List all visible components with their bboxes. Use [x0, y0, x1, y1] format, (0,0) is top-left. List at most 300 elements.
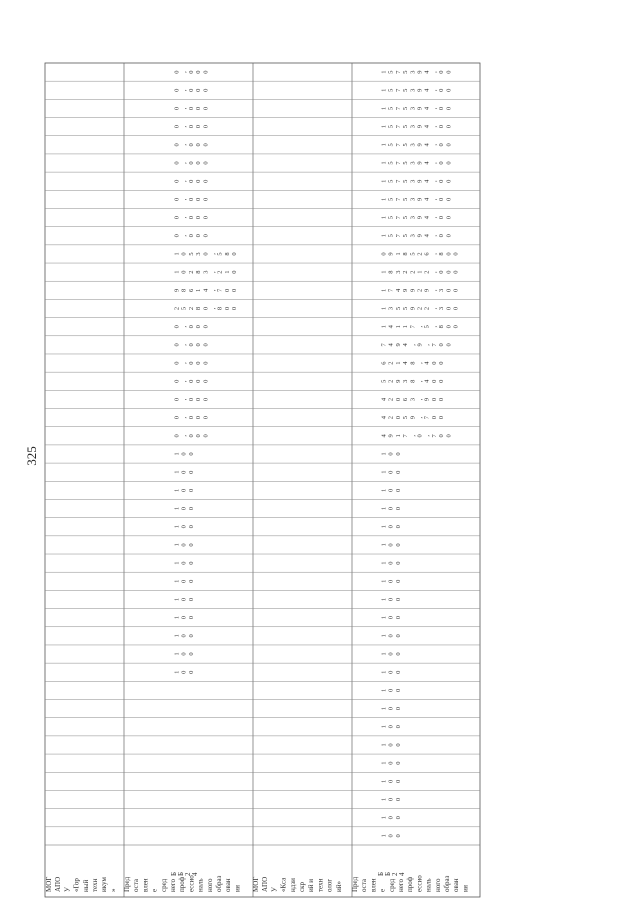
org1-value: 0 [202, 106, 210, 111]
org2-value: , [423, 435, 431, 437]
org2-value: 0 [445, 270, 453, 274]
org2-value: 0 [430, 416, 438, 420]
org1-value: 0 [187, 616, 195, 620]
org2-name: МОГ [252, 876, 260, 892]
org2-title: него [397, 878, 405, 892]
org2-value: 5 [402, 215, 410, 220]
org1-value: 0 [180, 470, 188, 474]
org2-value: 0 [438, 106, 446, 111]
org2-value: 0 [394, 797, 402, 802]
org1-value: 0 [195, 215, 203, 220]
org1-value: 1 [173, 470, 181, 474]
org2-value: 9 [423, 288, 431, 292]
org2-value: 0 [430, 361, 438, 365]
org2-value: 0 [438, 416, 446, 420]
org1-value: 0 [187, 652, 195, 656]
org2-value: 1 [380, 506, 388, 511]
org2-title: оста [360, 878, 369, 892]
org1-value: 1 [173, 452, 181, 456]
org1-title: проф [178, 876, 187, 892]
org2-value: 1 [380, 325, 388, 329]
org2-value: 1 [380, 215, 388, 220]
org2-value: 7 [430, 343, 438, 347]
org2-value: 5 [409, 252, 417, 256]
org1-value: 0 [187, 379, 195, 383]
org2-value: , [409, 435, 417, 437]
org2-value: 7 [423, 416, 431, 420]
org2-value: 0 [387, 779, 395, 783]
org2-value: 1 [394, 434, 402, 438]
org1-name: У [63, 887, 72, 892]
org2-value: 0 [438, 234, 446, 238]
org1-value: , [209, 289, 217, 292]
org1-value: 0 [180, 543, 188, 547]
org2-value: 1 [380, 816, 388, 820]
org1-value: , [180, 344, 188, 346]
org2-value: 1 [380, 125, 388, 129]
org2-value: 0 [430, 379, 438, 383]
org1-title: наль [196, 878, 205, 892]
org1-value: 0 [202, 343, 210, 347]
org2-value: 1 [380, 543, 388, 547]
org1-value: 0 [231, 306, 239, 311]
org1-value: 0 [195, 179, 203, 183]
org2-value: 7 [380, 343, 388, 347]
org2-value: 3 [438, 288, 446, 292]
org2-value: 0 [445, 70, 453, 74]
org2-value: 1 [380, 579, 388, 583]
org2-value: 4 [423, 88, 431, 92]
org1-value: 0 [187, 325, 195, 329]
org2-value: 7 [409, 325, 417, 329]
org2-value: 0 [438, 125, 446, 129]
org1-value: , [180, 71, 188, 73]
org2-value: 0 [445, 343, 453, 347]
org1-value: 0 [223, 306, 231, 311]
table-border [45, 63, 480, 897]
org2-value: 1 [380, 452, 388, 456]
org1-value: 0 [187, 161, 195, 165]
org2-value: 3 [409, 161, 417, 165]
org1-value: , [180, 162, 188, 164]
org1-value: 0 [173, 416, 181, 420]
org1-value: , [180, 234, 188, 237]
org1-value: 8 [195, 306, 203, 311]
org2-value: 0 [394, 816, 402, 820]
org1-value: 0 [180, 506, 188, 511]
org2-value: 9 [387, 252, 395, 256]
org2-value: 0 [387, 543, 395, 547]
org2-value: 4 [423, 361, 431, 365]
org2-value: 4 [394, 288, 402, 292]
org1-value: , [209, 253, 217, 255]
org1-value: 0 [202, 125, 210, 129]
org2-value: 8 [402, 252, 410, 256]
org2-value: 9 [394, 343, 402, 347]
org2-value: 3 [387, 306, 395, 311]
org2-value: 0 [394, 488, 402, 492]
org2-value: 4 [423, 234, 431, 238]
org2-value: 0 [452, 306, 460, 311]
org1-title: Пред [123, 876, 131, 892]
org2-value: 7 [394, 88, 402, 92]
org2-value: 5 [387, 161, 395, 165]
org1-value: , [180, 435, 188, 437]
org2-value: 0 [438, 397, 446, 402]
org2-value: 4 [423, 106, 431, 111]
org1-value: 0 [180, 634, 188, 638]
org1-value: 0 [187, 215, 195, 220]
org2-value: 0 [387, 561, 395, 565]
org1-value: 0 [187, 234, 195, 238]
org1-code: 4 [191, 872, 199, 876]
org2-value: 5 [402, 106, 410, 111]
org2-value: 5 [387, 197, 395, 202]
org1-value: 0 [195, 197, 203, 202]
org1-value: 0 [180, 652, 188, 656]
org1-value: 0 [187, 452, 195, 456]
org2-value: 0 [445, 106, 453, 111]
org2-value: 0 [452, 252, 460, 256]
org1-value: 0 [187, 106, 195, 111]
org2-value: 5 [402, 179, 410, 183]
org2-value: 4 [380, 416, 388, 420]
org1-value: 0 [187, 488, 195, 492]
org1-title: ия [233, 885, 242, 892]
org2-value: 2 [423, 306, 431, 311]
org1-value: 0 [187, 525, 195, 529]
org2-value: 2 [387, 361, 395, 365]
org1-value: 2 [216, 270, 224, 274]
org2-value: 0 [445, 88, 453, 92]
org2-code: Б [384, 871, 392, 876]
org2-value: 0 [416, 434, 424, 438]
org2-title: ного [433, 878, 442, 892]
org2-value: 1 [380, 561, 388, 565]
org2-value: , [430, 162, 438, 164]
org2-value: 0 [380, 252, 388, 256]
org1-value: 0 [187, 597, 195, 602]
org2-value: 4 [423, 197, 431, 202]
org2-value: 3 [409, 215, 417, 220]
org2-value: , [430, 144, 438, 146]
org2-value: 8 [387, 270, 395, 274]
org2-value: 8 [438, 252, 446, 256]
org1-value: 0 [180, 597, 188, 602]
org2-value: 7 [394, 215, 402, 220]
org1-title: е [150, 888, 159, 892]
org2-value: 0 [438, 161, 446, 165]
org2-value: 1 [402, 325, 410, 329]
org1-title: оста [132, 878, 141, 892]
org2-value: 3 [409, 234, 417, 238]
org1-value: 0 [187, 361, 195, 365]
org2-value: 7 [394, 234, 402, 238]
org1-value: , [209, 307, 217, 310]
org2-value: 5 [387, 234, 395, 238]
org2-value: 5 [402, 197, 410, 202]
org2-value: 0 [394, 706, 402, 711]
org1-value: 0 [195, 106, 203, 111]
org2-value: 3 [409, 70, 417, 74]
org2-value: , [430, 271, 438, 273]
org1-value: 1 [173, 579, 181, 583]
org2-value: 1 [380, 616, 388, 620]
org2-value: 1 [380, 288, 388, 292]
org2-value: , [416, 325, 424, 328]
org1-value: , [209, 271, 217, 273]
org2-value: 9 [416, 343, 424, 347]
org2-value: 0 [438, 197, 446, 202]
org1-value: 0 [187, 434, 195, 438]
org1-value: 0 [180, 252, 188, 256]
org2-value: 5 [380, 379, 388, 383]
org1-value: 0 [173, 70, 181, 74]
org2-value: 0 [387, 616, 395, 620]
org2-value: 0 [445, 125, 453, 129]
org2-value: 9 [416, 234, 424, 238]
org2-value: 0 [438, 270, 446, 274]
org2-value: 0 [387, 634, 395, 638]
org1-value: 0 [173, 106, 181, 111]
org2-value: 0 [387, 488, 395, 492]
org2-value: 0 [394, 725, 402, 729]
org2-value: 0 [452, 288, 460, 292]
org2-value: , [430, 216, 438, 219]
org1-value: 0 [187, 634, 195, 638]
org2-value: 1 [394, 361, 402, 365]
org2-title: влен [369, 878, 378, 892]
org1-value: 1 [173, 597, 181, 602]
org2-title: наль [424, 878, 433, 892]
org2-value: 8 [438, 325, 446, 329]
org2-value: , [416, 362, 424, 364]
org2-value: 7 [394, 125, 402, 129]
org1-title: сред [159, 878, 168, 892]
org2-value: 6 [402, 397, 410, 402]
org1-value: 2 [173, 306, 181, 311]
org1-value: 0 [231, 252, 239, 256]
org2-value: 5 [387, 143, 395, 147]
org2-value: 1 [380, 743, 388, 747]
org2-value: 4 [402, 343, 410, 347]
org2-value: 4 [387, 343, 395, 347]
org2-value: 7 [394, 179, 402, 183]
org2-value: 0 [387, 597, 395, 602]
org1-value: 0 [202, 306, 210, 311]
org2-value: 1 [380, 488, 388, 492]
org2-value: 5 [394, 306, 402, 311]
org2-title: образ [443, 875, 451, 892]
org1-value: 5 [180, 306, 188, 311]
org2-value: 0 [438, 143, 446, 147]
org2-value: 4 [423, 379, 431, 383]
org2-value: 9 [416, 106, 424, 111]
org2-value: 2 [416, 306, 424, 311]
org1-value: 0 [195, 379, 203, 383]
org1-value: 0 [180, 616, 188, 620]
org1-value: 1 [173, 561, 181, 565]
org1-value: 0 [202, 88, 210, 92]
org2-value: 0 [445, 252, 453, 256]
org1-value: 0 [180, 270, 188, 274]
org1-value: 8 [180, 288, 188, 292]
org1-value: , [180, 198, 188, 201]
org2-value: 0 [387, 761, 395, 765]
org2-value: 1 [380, 470, 388, 474]
org2-value: 5 [402, 70, 410, 74]
org1-value: 1 [173, 252, 181, 256]
org2-value: , [430, 234, 438, 237]
org2-value: 0 [394, 543, 402, 547]
org2-value: 0 [445, 161, 453, 165]
org2-value: 9 [416, 143, 424, 147]
org2-value: 4 [402, 361, 410, 365]
org1-value: 0 [202, 252, 210, 256]
org2-value: 1 [380, 779, 388, 783]
org2-value: 0 [445, 306, 453, 311]
org2-value: 5 [402, 416, 410, 420]
org1-code: 2 [184, 872, 192, 876]
org2-name: ндзи [288, 878, 297, 892]
org2-value: 1 [380, 525, 388, 529]
org1-value: 0 [202, 234, 210, 238]
org1-value: 0 [187, 579, 195, 583]
org1-value: 0 [187, 470, 195, 474]
org1-title: ессио [187, 875, 196, 892]
org2-value: 3 [394, 270, 402, 274]
org2-value: 9 [423, 397, 431, 402]
org1-value: 0 [173, 88, 181, 92]
org2-value: 5 [387, 88, 395, 92]
org2-value: 2 [387, 397, 395, 402]
org2-name: олог [325, 878, 334, 892]
org2-value: 0 [438, 179, 446, 183]
org2-value: 3 [409, 179, 417, 183]
org2-value: 0 [394, 416, 402, 420]
org2-code: 4 [398, 872, 406, 876]
org1-value: 0 [187, 143, 195, 147]
org2-value: 4 [423, 215, 431, 220]
org2-value: 8 [409, 361, 417, 365]
org1-value: 0 [173, 161, 181, 165]
org1-value: , [180, 398, 188, 401]
org2-value: , [423, 344, 431, 346]
org2-value: 0 [438, 70, 446, 74]
org2-value: 1 [380, 597, 388, 602]
org1-value: 0 [195, 125, 203, 129]
org1-value: 1 [173, 488, 181, 492]
org1-value: 0 [173, 361, 181, 365]
org2-value: 1 [380, 270, 388, 274]
org2-value: 9 [416, 197, 424, 202]
org2-value: , [416, 398, 424, 401]
org2-value: 9 [409, 306, 417, 311]
org2-value: 0 [445, 179, 453, 183]
org2-value: 2 [402, 270, 410, 274]
org2-value: 5 [402, 306, 410, 311]
org1-value: 0 [187, 179, 195, 183]
org2-title: Пред [351, 876, 359, 892]
org2-name: ий» [334, 881, 343, 892]
org1-value: 6 [187, 288, 195, 292]
org2-value: 0 [387, 706, 395, 711]
org2-value: 9 [416, 70, 424, 74]
org2-value: 0 [387, 670, 395, 674]
org2-value: 4 [423, 161, 431, 165]
org2-value: , [430, 325, 438, 328]
org1-value: 0 [187, 416, 195, 420]
org2-value: 4 [423, 125, 431, 129]
org2-name: АПО [261, 876, 270, 892]
org1-value: 8 [195, 270, 203, 274]
org1-value: 5 [216, 252, 224, 256]
org1-title: образ [215, 875, 223, 892]
org2-value: 0 [394, 688, 402, 693]
org2-value: , [409, 344, 417, 346]
org1-value: 0 [180, 561, 188, 565]
org1-value: 0 [187, 561, 195, 565]
org2-value: 0 [445, 215, 453, 220]
org2-value: 2 [387, 379, 395, 383]
org1-value: 0 [187, 88, 195, 92]
org1-value: 0 [173, 179, 181, 183]
org1-value: 0 [202, 179, 210, 183]
org1-name: ный [81, 879, 90, 892]
org2-title: сред [387, 878, 396, 892]
org1-value: 0 [195, 434, 203, 438]
org1-value: , [180, 125, 188, 128]
org1-name: икум [100, 877, 109, 892]
org2-title: ессио [415, 875, 424, 892]
org2-value: , [416, 416, 424, 419]
org2-value: 3 [409, 88, 417, 92]
org2-value: 1 [394, 252, 402, 256]
org2-title: е [378, 888, 387, 892]
org1-value: 3 [202, 270, 210, 274]
org2-value: 0 [387, 725, 395, 729]
org1-value: 8 [216, 306, 224, 311]
org2-code: Б [377, 871, 385, 876]
org2-value: 4 [423, 70, 431, 74]
org2-value: 5 [402, 234, 410, 238]
org2-value: 0 [394, 579, 402, 583]
org1-title: ован [224, 878, 233, 892]
org2-value: 7 [394, 161, 402, 165]
org1-value: , [180, 144, 188, 146]
org1-value: 1 [173, 616, 181, 620]
org2-value: 0 [394, 506, 402, 511]
org1-code: Б [170, 871, 178, 876]
org1-value: 0 [173, 234, 181, 238]
org2-value: 9 [402, 288, 410, 292]
org1-value: 1 [173, 670, 181, 674]
org2-value: 0 [394, 597, 402, 602]
org2-value: 0 [394, 652, 402, 656]
org1-value: 0 [195, 234, 203, 238]
org2-value: 4 [423, 179, 431, 183]
org1-value: 0 [173, 397, 181, 402]
org1-value: 0 [202, 325, 210, 329]
org2-value: 0 [394, 470, 402, 474]
org2-value: 0 [387, 743, 395, 747]
org1-value: 1 [223, 270, 231, 274]
org2-value: 1 [380, 88, 388, 92]
org2-value: 1 [416, 270, 424, 274]
org2-value: 2 [387, 416, 395, 420]
org2-name: «Кса [279, 877, 288, 892]
org2-name: скр [298, 881, 306, 892]
